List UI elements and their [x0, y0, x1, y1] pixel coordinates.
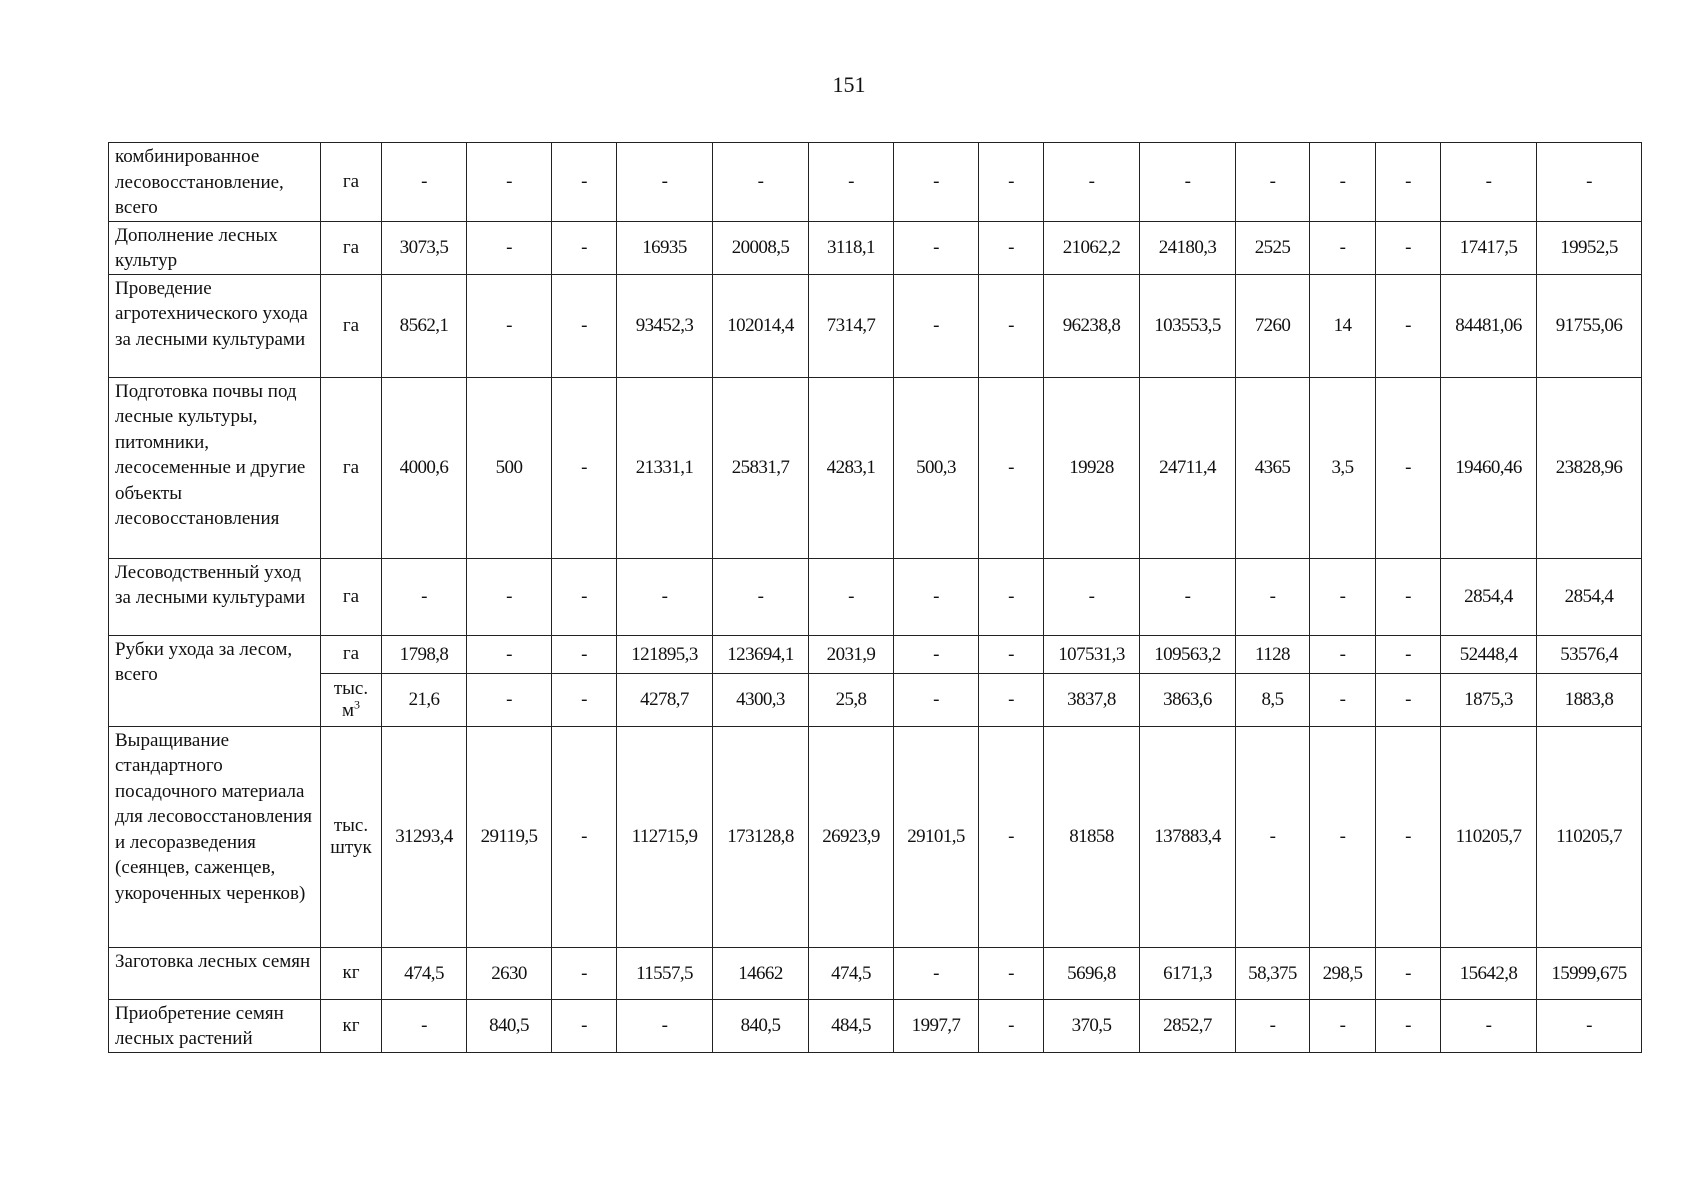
value-cell: -	[552, 221, 617, 274]
value-cell: -	[1376, 558, 1441, 635]
activity-name-cell: Лесоводственный уход за лесными культурами	[109, 558, 321, 635]
table-row	[109, 377, 1642, 558]
value-cell: 3,5	[1310, 377, 1376, 558]
value-cell: -	[1310, 558, 1376, 635]
value-cell: -	[467, 221, 552, 274]
value-cell: -	[979, 558, 1044, 635]
value-cell: 110205,7	[1441, 726, 1537, 947]
value-cell: -	[617, 143, 713, 222]
value-cell: -	[382, 143, 467, 222]
unit-cell	[321, 673, 382, 726]
value-cell: -	[979, 999, 1044, 1052]
value-cell: -	[1236, 558, 1310, 635]
value-cell: 2031,9	[809, 635, 894, 673]
value-cell: -	[979, 673, 1044, 726]
value-cell: -	[1044, 558, 1140, 635]
value-cell: 3073,5	[382, 221, 467, 274]
value-cell: -	[552, 635, 617, 673]
activity-name-cell: Приобретение семян лесных растений	[109, 999, 321, 1052]
value-cell: -	[1310, 143, 1376, 222]
table-row	[109, 274, 1642, 377]
value-cell: -	[894, 143, 979, 222]
value-cell: 2852,7	[1140, 999, 1236, 1052]
value-cell: 31293,4	[382, 726, 467, 947]
value-cell: 24180,3	[1140, 221, 1236, 274]
value-cell: 11557,5	[617, 947, 713, 999]
value-cell: -	[713, 558, 809, 635]
value-cell: -	[809, 558, 894, 635]
value-cell: 19952,5	[1537, 221, 1642, 274]
value-cell: 109563,2	[1140, 635, 1236, 673]
activity-name-cell: Подготовка почвы под лесные культуры, питомники, лесосеменные и другие объекты лесовосстановления	[109, 377, 321, 558]
table-row	[109, 947, 1642, 999]
value-cell: 96238,8	[1044, 274, 1140, 377]
value-cell: 16935	[617, 221, 713, 274]
unit-sub: м	[341, 699, 355, 721]
value-cell: 123694,1	[713, 635, 809, 673]
value-cell: 15999,675	[1537, 947, 1642, 999]
value-cell: 7260	[1236, 274, 1310, 377]
value-cell: 840,5	[467, 999, 552, 1052]
unit-main: тыс.	[333, 677, 369, 699]
table-row	[109, 635, 1642, 673]
activity-name-cell: Проведение агротехнического ухода за лесными культурами	[109, 274, 321, 377]
value-cell: -	[552, 143, 617, 222]
value-cell: 21062,2	[1044, 221, 1140, 274]
value-cell: -	[552, 999, 617, 1052]
value-cell: -	[1310, 999, 1376, 1052]
value-cell: 110205,7	[1537, 726, 1642, 947]
value-cell: -	[467, 558, 552, 635]
page-number: 151	[832, 72, 866, 97]
value-cell: 1798,8	[382, 635, 467, 673]
value-cell: 3118,1	[809, 221, 894, 274]
value-cell: -	[1310, 726, 1376, 947]
value-cell: 15642,8	[1441, 947, 1537, 999]
table-row	[109, 673, 1642, 726]
forestry-activities-table	[108, 142, 1642, 1053]
value-cell: 1875,3	[1441, 673, 1537, 726]
value-cell: 8,5	[1236, 673, 1310, 726]
value-cell: -	[894, 558, 979, 635]
value-cell: -	[1140, 558, 1236, 635]
value-cell: 474,5	[809, 947, 894, 999]
table-row	[109, 726, 1642, 947]
value-cell: 26923,9	[809, 726, 894, 947]
value-cell: 121895,3	[617, 635, 713, 673]
value-cell: -	[552, 274, 617, 377]
value-cell: 2854,4	[1537, 558, 1642, 635]
value-cell: 4000,6	[382, 377, 467, 558]
value-cell: -	[1140, 143, 1236, 222]
value-cell: 2854,4	[1441, 558, 1537, 635]
value-cell: -	[552, 377, 617, 558]
value-cell: -	[467, 635, 552, 673]
value-cell: -	[382, 999, 467, 1052]
value-cell: 500,3	[894, 377, 979, 558]
value-cell: 3837,8	[1044, 673, 1140, 726]
value-cell: 4300,3	[713, 673, 809, 726]
value-cell: 19460,46	[1441, 377, 1537, 558]
value-cell: 4283,1	[809, 377, 894, 558]
value-cell: -	[1537, 143, 1642, 222]
value-cell: 173128,8	[713, 726, 809, 947]
value-cell: -	[894, 221, 979, 274]
unit-cell: тыс. штук	[321, 726, 382, 947]
value-cell: -	[552, 947, 617, 999]
value-cell: 370,5	[1044, 999, 1140, 1052]
value-cell: -	[1376, 947, 1441, 999]
value-cell: 53576,4	[1537, 635, 1642, 673]
table-row	[109, 999, 1642, 1052]
value-cell: -	[1236, 726, 1310, 947]
activity-name-cell: комбинированное лесовосстановление, всего	[109, 143, 321, 222]
unit-cell: га	[321, 377, 382, 558]
value-cell: -	[1310, 221, 1376, 274]
value-cell: -	[552, 673, 617, 726]
value-cell: 107531,3	[1044, 635, 1140, 673]
value-cell: -	[979, 635, 1044, 673]
value-cell: -	[1537, 999, 1642, 1052]
value-cell: 4365	[1236, 377, 1310, 558]
unit-cell: кг	[321, 947, 382, 999]
value-cell: 52448,4	[1441, 635, 1537, 673]
value-cell: -	[1044, 143, 1140, 222]
value-cell: -	[894, 274, 979, 377]
value-cell: 298,5	[1310, 947, 1376, 999]
value-cell: 17417,5	[1441, 221, 1537, 274]
value-cell: 14	[1310, 274, 1376, 377]
value-cell: -	[979, 726, 1044, 947]
value-cell: -	[1441, 143, 1537, 222]
value-cell: 91755,06	[1537, 274, 1642, 377]
value-cell: 5696,8	[1044, 947, 1140, 999]
value-cell: -	[979, 377, 1044, 558]
value-cell: -	[1376, 377, 1441, 558]
value-cell: -	[1310, 635, 1376, 673]
value-cell: 1128	[1236, 635, 1310, 673]
value-cell: -	[979, 274, 1044, 377]
value-cell: -	[467, 143, 552, 222]
value-cell: 29119,5	[467, 726, 552, 947]
value-cell: 1997,7	[894, 999, 979, 1052]
value-cell: 29101,5	[894, 726, 979, 947]
value-cell: 84481,06	[1441, 274, 1537, 377]
value-cell: -	[1376, 635, 1441, 673]
value-cell: 24711,4	[1140, 377, 1236, 558]
value-cell: 20008,5	[713, 221, 809, 274]
unit-cell: га	[321, 143, 382, 222]
value-cell: 484,5	[809, 999, 894, 1052]
value-cell: -	[979, 947, 1044, 999]
value-cell: 8562,1	[382, 274, 467, 377]
value-cell: -	[467, 673, 552, 726]
value-cell: 3863,6	[1140, 673, 1236, 726]
unit-cell: га	[321, 635, 382, 673]
value-cell: 25831,7	[713, 377, 809, 558]
table-row	[109, 558, 1642, 635]
value-cell: -	[617, 558, 713, 635]
value-cell: 14662	[713, 947, 809, 999]
value-cell: 6171,3	[1140, 947, 1236, 999]
value-cell: -	[1376, 673, 1441, 726]
unit-superscript: 3	[354, 697, 361, 712]
value-cell: -	[979, 143, 1044, 222]
table-row	[109, 143, 1642, 222]
value-cell: 25,8	[809, 673, 894, 726]
value-cell: 137883,4	[1140, 726, 1236, 947]
value-cell: -	[1376, 999, 1441, 1052]
unit-cell: га	[321, 221, 382, 274]
value-cell: -	[1236, 143, 1310, 222]
value-cell: -	[713, 143, 809, 222]
value-cell: 81858	[1044, 726, 1140, 947]
value-cell: -	[809, 143, 894, 222]
activity-name-cell: Рубки ухода за лесом, всего	[109, 635, 321, 726]
value-cell: -	[894, 635, 979, 673]
value-cell: -	[1376, 221, 1441, 274]
activity-name-cell: Выращивание стандартного посадочного материала для лесовосстановления и лесоразведения (сеянцев, саженцев, укороченных черенков)	[109, 726, 321, 947]
table-body	[109, 143, 1642, 1053]
value-cell: -	[979, 221, 1044, 274]
value-cell: 21,6	[382, 673, 467, 726]
value-cell: 112715,9	[617, 726, 713, 947]
unit-cell: га	[321, 558, 382, 635]
value-cell: -	[894, 673, 979, 726]
value-cell: -	[617, 999, 713, 1052]
value-cell: -	[382, 558, 467, 635]
value-cell: -	[552, 726, 617, 947]
value-cell: -	[1376, 274, 1441, 377]
value-cell: -	[1441, 999, 1537, 1052]
value-cell: 23828,96	[1537, 377, 1642, 558]
value-cell: 58,375	[1236, 947, 1310, 999]
activity-name-cell: Дополнение лесных культур	[109, 221, 321, 274]
value-cell: -	[552, 558, 617, 635]
value-cell: 4278,7	[617, 673, 713, 726]
value-cell: 93452,3	[617, 274, 713, 377]
unit-cell: га	[321, 274, 382, 377]
value-cell: -	[1310, 673, 1376, 726]
value-cell: -	[894, 947, 979, 999]
value-cell: -	[1236, 999, 1310, 1052]
unit-cell: кг	[321, 999, 382, 1052]
value-cell: -	[1376, 726, 1441, 947]
value-cell: 840,5	[713, 999, 809, 1052]
value-cell: 2525	[1236, 221, 1310, 274]
value-cell: 2630	[467, 947, 552, 999]
value-cell: 500	[467, 377, 552, 558]
value-cell: 7314,7	[809, 274, 894, 377]
value-cell: 102014,4	[713, 274, 809, 377]
value-cell: 103553,5	[1140, 274, 1236, 377]
value-cell: 19928	[1044, 377, 1140, 558]
value-cell: -	[1376, 143, 1441, 222]
value-cell: 474,5	[382, 947, 467, 999]
table-row	[109, 221, 1642, 274]
activity-name-cell: Заготовка лесных семян	[109, 947, 321, 999]
value-cell: 21331,1	[617, 377, 713, 558]
value-cell: 1883,8	[1537, 673, 1642, 726]
value-cell: -	[467, 274, 552, 377]
